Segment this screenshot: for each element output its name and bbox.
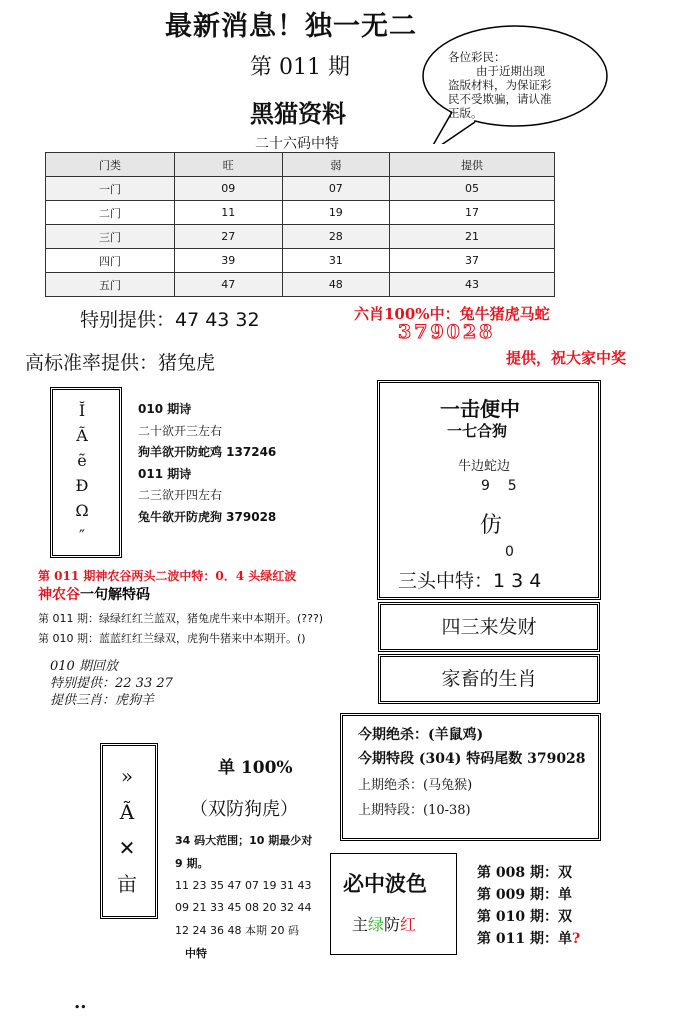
kill-line: 今期特段 (304) 特码尾数 379028 <box>358 751 586 767</box>
table-caption: 二十六码中特 <box>255 136 339 152</box>
code-line: 09 21 33 45 08 20 32 44 <box>175 901 312 914</box>
table-row <box>46 201 555 225</box>
number-table <box>45 152 555 297</box>
period-label: 第 011 期：单 <box>477 931 572 947</box>
shennong-title <box>38 584 150 604</box>
guard-note: （双防狗虎） <box>190 799 298 820</box>
table-cell: 05 <box>390 177 555 201</box>
table-row <box>46 249 555 273</box>
table-cell: 07 <box>282 177 390 201</box>
bubble-line: 正版。 <box>448 106 483 120</box>
table-row <box>46 177 555 201</box>
col-header: 门类 <box>46 153 175 177</box>
table-row <box>46 225 555 249</box>
poem-line: 二十欲开三左右 <box>138 423 223 438</box>
special-offer: 特别提供：47 43 32 <box>80 309 260 331</box>
glyph: 亩 <box>117 872 137 896</box>
shennong-red: 神农谷 <box>38 587 80 603</box>
wave-main: 主 <box>352 915 369 934</box>
poem-line: 010 期诗 <box>138 402 192 416</box>
period-label: 第 008 期：双 <box>477 865 572 881</box>
period-label: 第 010 期：双 <box>477 909 572 925</box>
kill-line: 上期特段：(10-38) <box>358 803 471 818</box>
bubble-line: 各位彩民： <box>448 50 506 64</box>
table-cell: 三门 <box>46 225 175 249</box>
review-line: 特别提供：22 33 27 <box>50 676 173 691</box>
table-cell: 39 <box>175 249 283 273</box>
one-hit-zero: 0 <box>505 544 514 560</box>
guarantee-numbers: 379028 <box>398 321 496 343</box>
review-line: 提供三肖：虎狗羊 <box>50 693 155 708</box>
three-heads: 三头中特：1 3 4 <box>398 570 542 592</box>
one-hit-char: 仿 <box>480 513 503 538</box>
glyph: Ð <box>75 476 89 495</box>
table-cell: 五门 <box>46 273 175 297</box>
glyph: ẽ <box>77 451 87 470</box>
bubble-line: 由于近期出现 <box>476 64 545 78</box>
glyph: ″ <box>79 526 85 545</box>
table-cell: 27 <box>175 225 283 249</box>
shennong-black: 一句解特码 <box>80 587 150 603</box>
wave-green: 绿 <box>368 915 385 934</box>
table-cell: 47 <box>175 273 283 297</box>
wave-title: 必中波色 <box>343 871 427 896</box>
single-guarantee: 单 100% <box>218 758 293 778</box>
table-header-row <box>46 153 555 177</box>
glyph: Ã <box>119 800 135 824</box>
table-cell: 21 <box>390 225 555 249</box>
glyph: ✕ <box>118 836 136 860</box>
table-cell: 37 <box>390 249 555 273</box>
one-hit-title: 一击便中 <box>440 397 520 421</box>
bubble-text <box>448 50 578 120</box>
zodiac-guarantee: 六肖100%中：兔牛猪虎马蛇 <box>354 305 550 323</box>
one-hit-numbers: 9 5 <box>481 478 517 494</box>
kill-line: 上期绝杀：(马兔猴) <box>358 778 473 793</box>
period-result <box>477 906 572 926</box>
poem-line: 狗羊欲开防蛇鸡 137246 <box>138 445 277 459</box>
code-line: 12 24 36 48 本期 20 码 <box>175 924 299 937</box>
table-cell: 11 <box>175 201 283 225</box>
table-cell: 四门 <box>46 249 175 273</box>
wave-colors <box>352 912 416 935</box>
poem-line: 011 期诗 <box>138 466 192 481</box>
table-cell: 28 <box>282 225 390 249</box>
glyph: Ã <box>76 426 88 445</box>
vertical-glyphs-lower <box>110 758 144 902</box>
high-rate-offer: 高标准率提供：猪兔虎 <box>25 352 216 374</box>
period-mark: ? <box>571 931 581 947</box>
period-result <box>477 928 580 948</box>
fortune-box: 四三来发财 <box>378 602 600 652</box>
period-result <box>477 862 572 882</box>
table-cell: 二门 <box>46 201 175 225</box>
page-title: 最新消息！独一无二 <box>165 11 417 42</box>
code-line: 中特 <box>185 947 207 960</box>
table-cell: 48 <box>282 273 390 297</box>
col-header: 旺 <box>175 153 283 177</box>
glyph: Ω <box>75 501 89 520</box>
table-cell: 43 <box>390 273 555 297</box>
review-block <box>50 658 173 709</box>
note-010: 第 010 期：蓝蓝红红兰绿双，虎狗牛猪来中本期开。() <box>38 632 306 645</box>
one-hit-hint: 牛边蛇边 <box>458 459 511 474</box>
livestock-box: 家畜的生肖 <box>378 654 600 704</box>
glyph: Ĭ <box>78 401 86 420</box>
col-header: 提供 <box>390 153 555 177</box>
table-cell: 31 <box>282 249 390 273</box>
col-header: 弱 <box>282 153 390 177</box>
subtitle: 黑猫资料 <box>250 100 346 128</box>
shennong-line: 第 011 期神农谷两头二波中特：0．4 头绿红波 <box>38 569 297 583</box>
note-011: 第 011 期：绿绿红红兰蓝双，猪兔虎牛来中本期开。(???) <box>38 612 324 625</box>
code-line: 9 期。 <box>175 857 209 870</box>
period-result <box>477 884 572 904</box>
wave-guard: 防 <box>384 915 401 934</box>
table-cell: 09 <box>175 177 283 201</box>
period-label: 第 009 期：单 <box>477 887 572 903</box>
bubble-line: 盗版材料，为保证彩 <box>448 78 552 92</box>
code-line: 11 23 35 47 07 19 31 43 <box>175 879 312 892</box>
kill-line: 今期绝杀：(羊鼠鸡) <box>358 727 484 743</box>
issue-number: 第 011 期 <box>250 55 350 80</box>
table-row <box>46 273 555 297</box>
table-cell: 17 <box>390 201 555 225</box>
review-line: 010 期回放 <box>50 659 118 674</box>
wave-red: 红 <box>400 915 417 934</box>
good-luck-wish: 提供，祝大家中奖 <box>506 349 627 367</box>
poem-block <box>138 399 276 528</box>
code-line: 34 码大范围；10 期最少对 <box>175 834 313 847</box>
bubble-line: 民不受欺骗，请认准 <box>448 92 552 106</box>
table-cell: 19 <box>282 201 390 225</box>
glyph: » <box>120 764 134 788</box>
one-hit-subtitle: 一七合狗 <box>447 422 508 440</box>
table-cell: 一门 <box>46 177 175 201</box>
vertical-glyphs <box>68 398 96 548</box>
poem-line: 兔牛欲开防虎狗 379028 <box>138 509 277 524</box>
footer-dots: .. <box>74 992 87 1013</box>
poem-line: 二三欲开四左右 <box>138 488 223 502</box>
